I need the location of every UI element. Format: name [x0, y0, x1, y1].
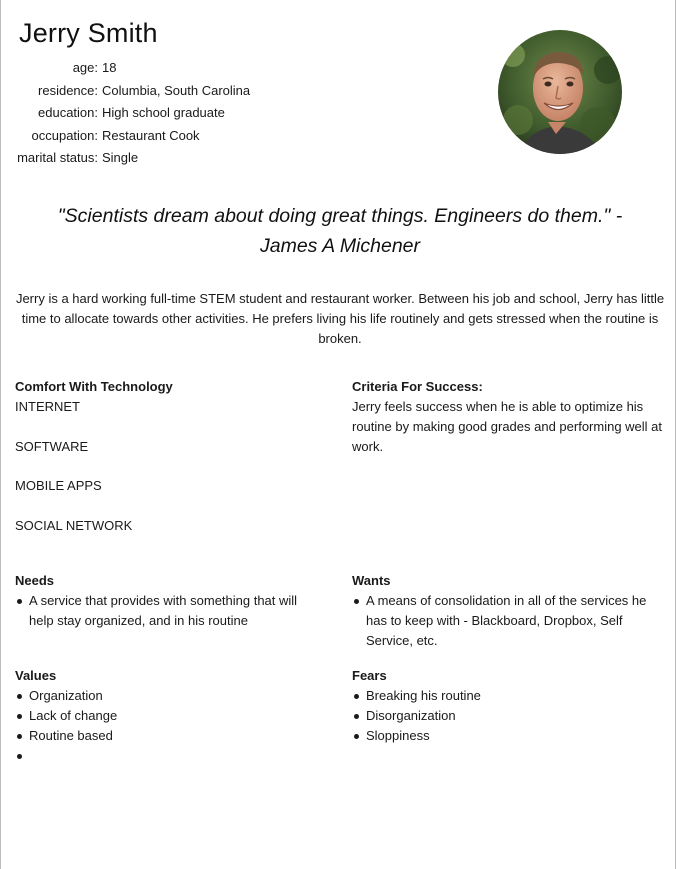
values-item-text: Organization — [29, 688, 103, 703]
fears-section — [352, 666, 652, 746]
attr-label-residence: residence: — [38, 82, 98, 98]
attr-label-marital-status: marital status: — [17, 150, 98, 165]
values-section — [15, 666, 315, 766]
values-item-text: Lack of change — [29, 708, 118, 723]
tech-item-mobile-apps: MOBILE APPS — [15, 478, 102, 493]
bullet-icon — [354, 734, 359, 739]
tech-item-software: SOFTWARE — [15, 438, 89, 454]
criteria-section — [352, 377, 667, 457]
bullet-icon — [354, 694, 359, 699]
list-item — [352, 726, 652, 746]
attr-label-occupation: occupation: — [31, 127, 98, 143]
fears-list — [352, 686, 652, 746]
tech-comfort-section — [15, 377, 315, 555]
wants-section — [352, 571, 670, 651]
needs-section — [15, 571, 315, 631]
wants-title: Wants — [352, 573, 391, 588]
bullet-icon — [354, 714, 359, 719]
bullet-icon — [17, 694, 22, 699]
bullet-icon — [17, 754, 22, 759]
bullet-icon — [354, 599, 359, 604]
criteria-title: Criteria For Success: — [352, 379, 483, 394]
values-item-text: Routine based — [29, 728, 113, 743]
persona-bio: Jerry is a hard working full-time STEM student and restaurant worker. Between his job and school, Jerry has little time to allocate towards other activities. He prefers living his life routinely and gets stressed when the routine is broken. — [15, 291, 665, 346]
persona-attributes — [11, 57, 250, 170]
wants-list — [352, 591, 670, 651]
attr-value-education: High school graduate — [102, 105, 225, 120]
list-item — [352, 591, 670, 651]
tech-item-social-network: SOCIAL NETWORK — [15, 517, 133, 533]
fears-item-text: Sloppiness — [366, 728, 430, 743]
avatar — [498, 30, 622, 154]
list-item — [352, 706, 652, 726]
criteria-text: Jerry feels success when he is able to optimize his routine by making good grades and performing well at work. — [352, 399, 663, 454]
tech-item-internet: INTERNET — [15, 399, 80, 414]
wants-item-text: A means of consolidation in all of the services he has to keep with - Blackboard, Dropbox, Self Service, etc. — [366, 593, 647, 648]
attr-label-age: age: — [72, 60, 98, 75]
persona-name: Jerry Smith — [19, 18, 158, 48]
attr-value-occupation: Restaurant Cook — [102, 127, 200, 143]
bullet-icon — [17, 599, 22, 604]
persona-quote: "Scientists dream about doing great things. Engineers do them." -James A Michener — [57, 205, 623, 257]
attr-label-education: education: — [38, 105, 98, 120]
fears-title: Fears — [352, 668, 387, 683]
list-item — [15, 686, 315, 706]
attr-value-residence: Columbia, South Carolina — [102, 82, 251, 98]
list-item — [15, 726, 315, 746]
values-list — [15, 686, 315, 766]
needs-title: Needs — [15, 573, 55, 588]
avatar-photo-icon — [498, 30, 622, 154]
list-item — [15, 591, 315, 631]
needs-item-text: A service that provides with something that will help stay organized, and in his routine — [29, 593, 298, 628]
values-title: Values — [15, 668, 57, 683]
tech-comfort-title: Comfort With Technology — [15, 379, 173, 394]
bullet-icon — [17, 734, 22, 739]
fears-item-text: Breaking his routine — [366, 688, 481, 703]
needs-list — [15, 591, 315, 631]
attr-value-age: 18 — [102, 60, 117, 75]
list-item — [15, 746, 315, 766]
fears-item-text: Disorganization — [366, 708, 456, 723]
bullet-icon — [17, 714, 22, 719]
list-item — [15, 706, 315, 726]
list-item — [352, 686, 652, 706]
attr-value-marital-status: Single — [102, 150, 139, 165]
